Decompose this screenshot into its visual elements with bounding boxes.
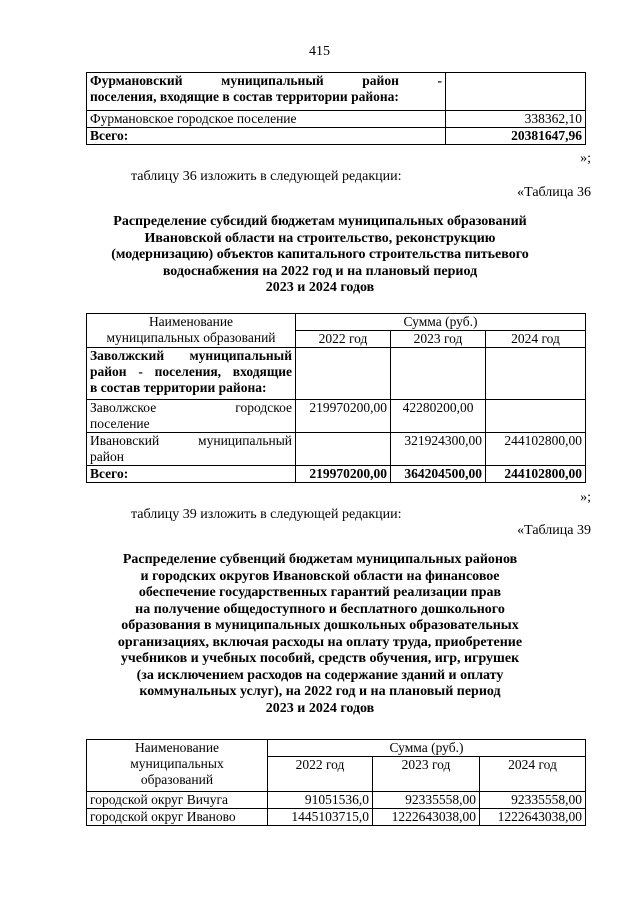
table-row [87, 433, 586, 466]
value-2023: 92335558,00 [373, 792, 480, 809]
table-row-name: Фурмановское городское поселение [87, 111, 446, 128]
value-2022: 219970200,00 [296, 400, 391, 433]
heading-line: 2023 и 2024 годов [265, 700, 375, 716]
col-header-2022: 2022 год [296, 331, 391, 348]
col-header-line: муниципальных образований [106, 330, 276, 345]
group-header-line: поселения, входящие в состав территории района: [90, 89, 399, 104]
heading-line: на получение общедоступного и бесплатного дошкольного [135, 601, 505, 617]
col-header-2022: 2022 год [268, 757, 373, 792]
value-2024: 1222643038,00 [480, 809, 586, 826]
heading-line: Распределение субвенций бюджетам муниципальных районов [122, 552, 518, 567]
heading-line: учебников и учебных пособий, средств обучения, игр, игрушек [120, 651, 520, 666]
table-row [87, 792, 586, 809]
closing-quote: »; [580, 490, 591, 505]
col-header-line: Наименование [148, 314, 234, 329]
table-row-value: 338362,10 [446, 111, 586, 128]
table-top-group-header [87, 73, 446, 111]
empty-cell [486, 348, 586, 400]
value-2022 [296, 433, 391, 466]
row-name-line: район [90, 449, 124, 464]
col-header-sum: Сумма (руб.) [268, 740, 586, 757]
group-header-line: Фурмановский муниципальный район - [90, 73, 442, 88]
col-header-line: образований [140, 772, 214, 787]
total-value: 20381647,96 [446, 128, 586, 145]
table-36 [86, 313, 586, 483]
heading-line: организациях, включая расходы на оплату труда, приобретение [117, 634, 523, 650]
value-2024: 92335558,00 [480, 792, 586, 809]
col-header-2024: 2024 год [480, 757, 586, 792]
col-header-2024: 2024 год [486, 331, 586, 348]
value-2022: 1445103715,0 [268, 809, 373, 826]
row-name [87, 433, 296, 466]
group-header-line: район - поселения, входящие [90, 364, 292, 379]
group-header-line: Заволжский муниципальный [90, 348, 292, 363]
heading-line: коммунальных услуг), на 2022 год и на плановый период [139, 684, 501, 699]
total-row [87, 466, 586, 483]
total-2024: 244102800,00 [486, 466, 586, 483]
total-2023: 364204500,00 [391, 466, 486, 483]
row-name-line: поселение [90, 416, 150, 431]
value-2022: 91051536,0 [268, 792, 373, 809]
col-header-2023: 2023 год [391, 331, 486, 348]
value-2023: 42280200,00 [391, 400, 486, 433]
heading-line: Распределение субсидий бюджетам муниципальных образований [113, 214, 527, 229]
table-39-label: «Таблица 39 [517, 523, 591, 538]
table-row [87, 809, 586, 826]
heading-line: Ивановской области на строительство, реконструкцию [144, 230, 496, 246]
col-header-line: Наименование [134, 740, 220, 755]
heading-36 [85, 214, 555, 297]
total-2022: 219970200,00 [296, 466, 391, 483]
value-2023: 1222643038,00 [373, 809, 480, 826]
heading-line: обеспечение государственных гарантий реализации прав [138, 585, 502, 600]
instruction-36: таблицу 36 изложить в следующей редакции: [131, 169, 402, 184]
empty-cell [391, 348, 486, 400]
table-39 [86, 739, 586, 826]
value-2023: 321924300,00 [391, 433, 486, 466]
table-36-label: «Таблица 36 [517, 185, 591, 200]
row-name-line: Ивановский муниципальный [90, 433, 292, 448]
heading-line: (за исключением расходов на содержание зданий и оплату [136, 667, 504, 683]
row-name: городской округ Вичуга [87, 792, 268, 809]
col-header-name [87, 740, 268, 792]
heading-39 [85, 552, 555, 717]
table-top-empty-cell [446, 73, 586, 111]
row-name-line: Заволжское городское [90, 400, 292, 415]
total-label: Всего: [87, 466, 296, 483]
value-2024: 244102800,00 [486, 433, 586, 466]
total-label: Всего: [87, 128, 446, 145]
col-header-2023: 2023 год [373, 757, 480, 792]
col-header-sum: Сумма (руб.) [296, 314, 586, 331]
row-name: городской округ Иваново [87, 809, 268, 826]
heading-line: образования в муниципальных дошкольных образовательных [121, 618, 519, 633]
col-header-line: муниципальных [130, 756, 224, 771]
closing-quote: »; [580, 151, 591, 166]
heading-line: (модернизацию) объектов капитального строительства питьевого [111, 247, 529, 262]
page-number: 415 [309, 44, 330, 59]
value-2024 [486, 400, 586, 433]
group-header [87, 348, 296, 400]
table-top [86, 72, 586, 145]
heading-line: 2023 и 2024 годов [265, 280, 375, 295]
col-header-name [87, 314, 296, 348]
group-header-line: в состав территории района: [90, 380, 267, 395]
table-row [87, 400, 586, 433]
instruction-39: таблицу 39 изложить в следующей редакции: [131, 507, 402, 522]
empty-cell [296, 348, 391, 400]
heading-line: и городских округов Ивановской области на финансовое [140, 568, 500, 584]
heading-line: водоснабжения на 2022 год и на плановый период [162, 263, 478, 279]
row-name [87, 400, 296, 433]
